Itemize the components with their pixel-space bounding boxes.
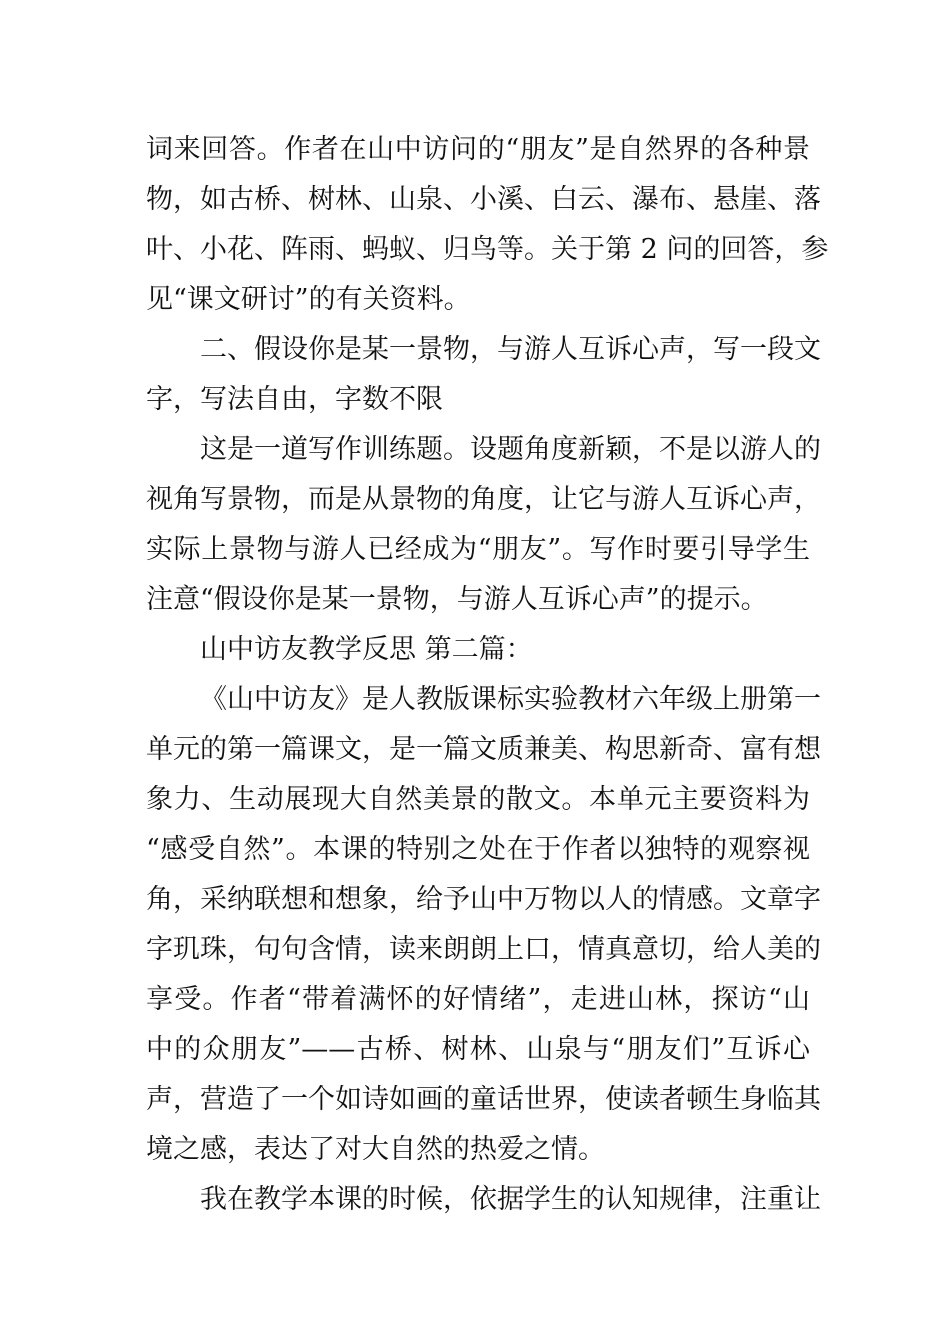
section-heading: 山中访友教学反思 第二篇：	[200, 634, 533, 665]
question-heading: 二、假设你是某一景物，与游人互诉心声，写一段文	[200, 334, 821, 365]
text-line: 字，写法自由，字数不限	[146, 384, 443, 415]
text-line: 我在教学本课的时候，依据学生的认知规律，注重让	[200, 1184, 821, 1215]
text-line: 视角写景物，而是从景物的角度，让它与游人互诉心声，	[146, 484, 821, 515]
text-line: 物，如古桥、树林、山泉、小溪、白云、瀑布、悬崖、落	[146, 184, 821, 215]
text-line: 叶、小花、阵雨、蚂蚁、归鸟等。关于第 2 问的回答，参	[146, 234, 829, 265]
text-line: 享受。作者“带着满怀的好情绪”，走进山林，探访“山	[146, 984, 810, 1015]
text-line: 单元的第一篇课文，是一篇文质兼美、构思新奇、富有想	[146, 734, 821, 765]
text-line: “感受自然”。本课的特别之处在于作者以独特的观察视	[146, 834, 810, 865]
text-line: 这是一道写作训练题。设题角度新颖，不是以游人的	[200, 434, 821, 465]
text-line: 中的众朋友”——古桥、树林、山泉与“朋友们”互诉心	[146, 1034, 810, 1065]
text-line: 实际上景物与游人已经成为“朋友”。写作时要引导学生	[146, 534, 810, 565]
text-line: 字玑珠，句句含情，读来朗朗上口，情真意切，给人美的	[146, 934, 821, 965]
text-line: 境之感，表达了对大自然的热爱之情。	[146, 1134, 605, 1165]
text-line: 声，营造了一个如诗如画的童话世界，使读者顿生身临其	[146, 1084, 821, 1115]
text-line: 角，采纳联想和想象，给予山中万物以人的情感。文章字	[146, 884, 821, 915]
text-line: 《山中访友》是人教版课标实验教材六年级上册第一	[200, 684, 821, 715]
text-line: 词来回答。作者在山中访问的“朋友”是自然界的各种景	[146, 134, 810, 165]
text-line: 象力、生动展现大自然美景的散文。本单元主要资料为	[146, 784, 810, 815]
text-line: 见“课文研讨”的有关资料。	[146, 284, 471, 315]
text-line: 注意“假设你是某一景物，与游人互诉心声”的提示。	[146, 584, 768, 615]
